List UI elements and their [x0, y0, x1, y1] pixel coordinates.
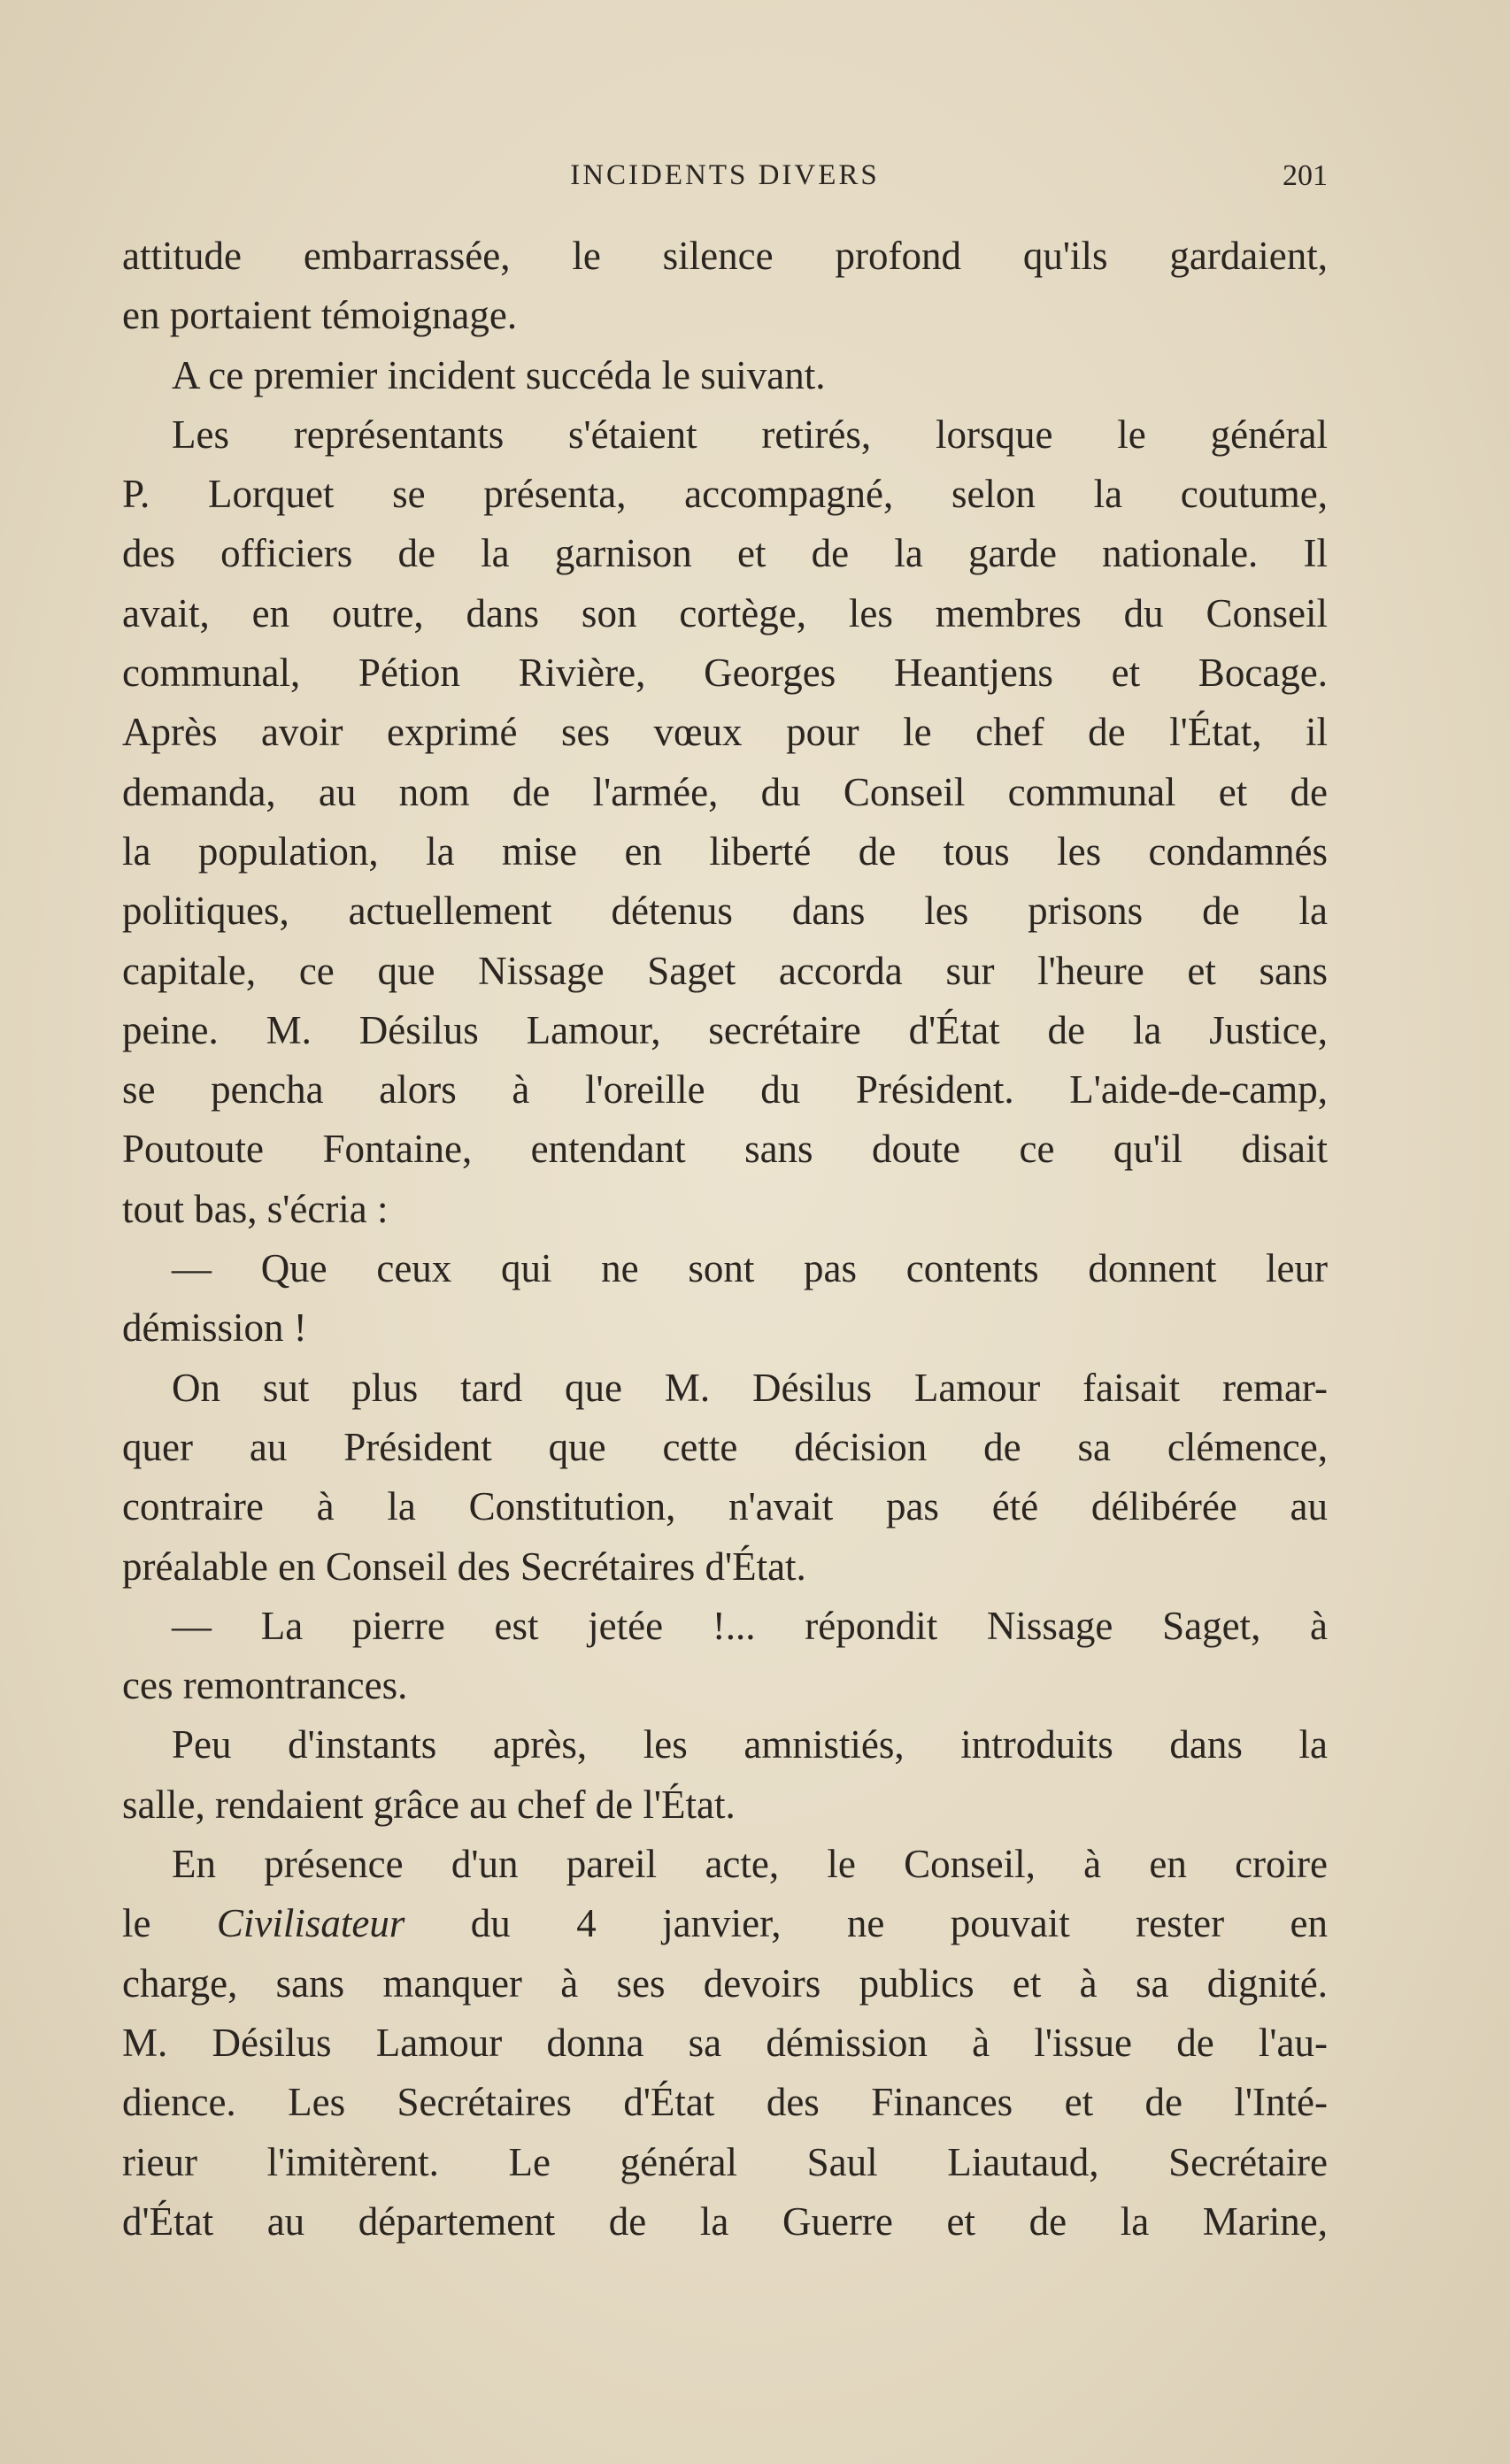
text-line: quer au Président que cette décision de sa clémence, [122, 1424, 1328, 1469]
text-line: d'État au département de la Guerre et de la Marine, [122, 2198, 1328, 2244]
text-line: — Que ceux qui ne sont pas contents donnent leur [172, 1246, 1328, 1291]
text-line: préalable en Conseil des Secrétaires d'État. [122, 1544, 806, 1589]
text-line: peine. M. Désilus Lamour, secrétaire d'État de la Justice, [122, 1007, 1328, 1052]
text-line: P. Lorquet se présenta, accompagné, selon la coutume, [122, 472, 1328, 517]
text-line: dience. Les Secrétaires d'État des Finances et de l'Inté- [122, 2080, 1328, 2125]
text-line: des officiers de la garnison et de la garde nationale. Il [122, 531, 1328, 576]
text-line: Poutoute Fontaine, entendant sans doute ce qu'il disait [122, 1127, 1328, 1172]
text-line: tout bas, s'écria : [122, 1186, 389, 1231]
text-line: Peu d'instants après, les amnistiés, introduits dans la [172, 1722, 1328, 1767]
text-line: M. Désilus Lamour donna sa démission à l'issue de l'au- [122, 2020, 1328, 2065]
text-line: avait, en outre, dans son cortège, les membres du Conseil [122, 590, 1328, 635]
text-line: demanda, au nom de l'armée, du Conseil communal et de [122, 769, 1328, 814]
text-line: A ce premier incident succéda le suivant. [172, 352, 826, 397]
italic-title: Civilisateur [216, 1901, 405, 1946]
text-line: En présence d'un pareil acte, le Conseil, à en croire [172, 1842, 1328, 1887]
body-text [122, 227, 1328, 2252]
text-line: attitude embarrassée, le silence profond qu'ils gardaient, [122, 234, 1328, 278]
text-line: rieur l'imitèrent. Le général Saul Liautaud, Secrétaire [122, 2139, 1328, 2184]
text-line: Les représentants s'étaient retirés, lorsque le général [172, 412, 1328, 457]
text-line: communal, Pétion Rivière, Georges Heantjens et Bocage. [122, 651, 1328, 696]
text-line: ces remontrances. [122, 1663, 408, 1708]
text-line: — La pierre est jetée !... répondit Nissage Saget, à [172, 1603, 1328, 1648]
text-line: contraire à la Constitution, n'avait pas été délibérée au [122, 1484, 1328, 1529]
page-number: 201 [1283, 159, 1328, 192]
running-head [122, 159, 1328, 204]
text-line: charge, sans manquer à ses devoirs publics et à sa dignité. [122, 1960, 1328, 2006]
text-line: en portaient témoignage. [122, 293, 518, 338]
text-line: On sut plus tard que M. Désilus Lamour faisait remar- [172, 1365, 1328, 1410]
text-line: la population, la mise en liberté de tous les condamnés [122, 828, 1328, 874]
text-line: salle, rendaient grâce au chef de l'État. [122, 1782, 736, 1827]
text-line: capitale, ce que Nissage Saget accorda sur l'heure et sans [122, 948, 1328, 993]
text-line: Après avoir exprimé ses vœux pour le chef de l'État, il [122, 710, 1328, 755]
text-line: démission ! [122, 1305, 307, 1351]
text-line: se pencha alors à l'oreille du Président. L'aide-de-camp, [122, 1067, 1328, 1113]
chapter-title: INCIDENTS DIVERS [570, 159, 880, 191]
text-line: politiques, actuellement détenus dans les prisons de la [122, 889, 1328, 934]
text-line: le Civilisateur du 4 janvier, ne pouvait rester en [122, 1901, 1328, 1946]
